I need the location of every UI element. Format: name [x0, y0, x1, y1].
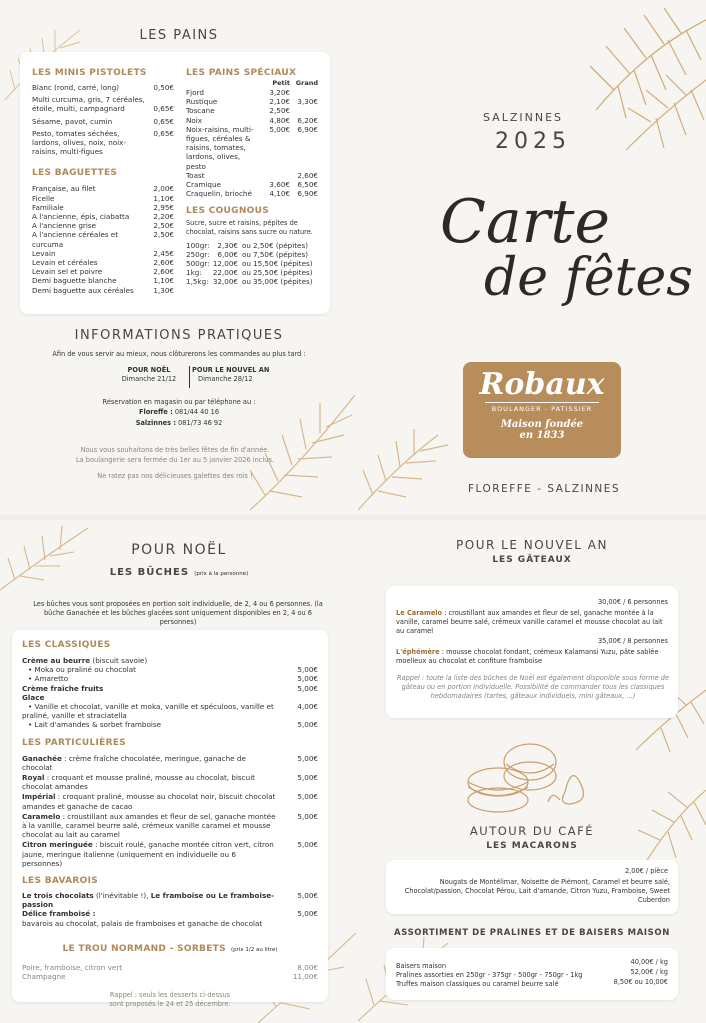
mac-desc: Nougats de Montélimar, Noisette de Piémont, Caramel et beurre salé, Chocolat/passion, Chocolat Pérou, Lait d'amande, Citron Yuzu, Framboise, Sweet Cuberdon — [404, 878, 670, 904]
pains-title: LES PAINS — [139, 28, 219, 43]
list-item — [22, 754, 318, 772]
panel-cover — [358, 0, 706, 515]
list-item — [22, 684, 318, 693]
list-item — [22, 972, 318, 981]
item-price-big: 3,30€ — [297, 97, 318, 107]
list-item — [32, 184, 174, 193]
item-name: Royal — [22, 773, 45, 783]
buches-label: LES BÛCHES — [109, 567, 190, 578]
item-name: Délice framboisé — [22, 909, 91, 919]
cougnou-price: 6,00€ — [217, 250, 238, 260]
item-name: Craquelin, brioché — [186, 189, 252, 199]
list-item — [32, 212, 174, 221]
g2-price: 35,00€ / 8 personnes — [597, 637, 668, 645]
cougnou-price: 2,30€ — [217, 241, 238, 251]
item-note: : croquant praliné, mousse au chocolat noir, biscuit chocolat amandes et ganache de cacao — [22, 792, 276, 811]
item-name: Ganachée — [22, 753, 62, 763]
cougnou-or: ou — [242, 277, 251, 287]
item-price: 5,00€ — [297, 773, 318, 783]
buches-note: (prix à la personne) — [194, 571, 249, 577]
item-name: Crème au beurre — [22, 656, 91, 665]
logo-founded: Maison fondée — [500, 419, 584, 430]
g1-price: 30,00€ / 6 personnes — [597, 598, 668, 606]
phone-floreffe — [0, 408, 358, 417]
logo-sub: BOULANGER - PATISSIER — [485, 402, 599, 413]
item-name: Demi baguette blanche — [32, 276, 117, 286]
item-price: 5,00€ — [297, 753, 318, 763]
classiques-list — [22, 656, 318, 730]
macarons-card — [386, 860, 678, 914]
list-item — [186, 259, 318, 268]
cougnous-list — [186, 241, 318, 286]
cougnou-weight: 1,5kg: — [186, 277, 209, 287]
item-name: Le trois chocolats — [22, 891, 94, 901]
item-name: Demi baguette aux céréales — [32, 285, 134, 295]
gateaux-subtitle: LES GÂTEAUX — [492, 555, 572, 565]
list-item — [32, 249, 174, 258]
list-item — [32, 83, 174, 92]
a3-name: Truffes maison classiques ou caramel beurre salé — [396, 980, 559, 988]
list-item — [32, 267, 174, 276]
item-price-small: 2,50€ — [269, 106, 290, 116]
item-price: 2,00€ — [153, 184, 174, 194]
col-small-header: Petit — [272, 79, 290, 87]
list-item — [32, 230, 174, 248]
item-name: Toast — [186, 170, 205, 180]
item-name: Noix-raisins, multi-figues, céréales & raisins, tomates, lardons, olives, pesto — [186, 124, 254, 171]
list-item — [186, 116, 318, 125]
list-item — [186, 125, 318, 171]
item-name: Pesto, tomates séchées, lardons, olives, noix, noix-raisins, multi-figues — [32, 128, 127, 157]
cover-script-carte: Carte — [440, 187, 610, 257]
salzinnes-label: Salzinnes : — [135, 419, 176, 427]
list-item — [22, 963, 318, 972]
item-price: 5,00€ — [297, 840, 318, 850]
macarons-subtitle: LES MACARONS — [486, 841, 578, 851]
a3-price: 8,50€ ou 10,00€ — [613, 978, 668, 986]
cougnou-price: 22,00€ — [212, 268, 238, 278]
pains-card — [20, 52, 330, 314]
minis-section — [32, 68, 174, 295]
list-item — [32, 203, 174, 212]
speciaux-columns — [186, 78, 318, 88]
cougnou-or: ou — [242, 250, 251, 260]
item-price: 1,30€ — [153, 285, 174, 295]
item-price-big: 6,90€ — [297, 189, 318, 199]
cougnou-weight: 500gr: — [186, 259, 210, 269]
buches-content — [22, 640, 318, 1009]
logo-name: Robaux — [479, 367, 605, 402]
trou-heading: LE TROU NORMAND - SORBETS — [62, 943, 226, 954]
item-name: Crème fraîche fruits — [22, 683, 104, 693]
list-item — [186, 250, 318, 259]
salzinnes-phone: 081/73 46 92 — [178, 419, 223, 427]
robaux-logo — [463, 362, 621, 458]
cougnou-price-pepites: 7,50€ (pépites) — [253, 250, 308, 260]
item-note: (l'inévitable !), — [93, 891, 151, 901]
gateaux-rappel: Rappel : toute la liste des bûches de Noël est également disponible sous forme de gâteau ou en portion individuelle. Possibilité de commander tous les classiques hebdomadaires (tartes, gâteaux individuels, mini gâteaux, ...) — [396, 674, 670, 700]
item-name: Familiale — [32, 202, 64, 212]
trou-heading-row — [22, 936, 318, 955]
list-item — [32, 221, 174, 230]
list-item — [32, 286, 174, 295]
list-item — [22, 792, 318, 810]
buches-intro: Les bûches vous sont proposées en portion soit individuelle, de 2, 4 ou 6 personnes. (la bûche Ganachée et les bûches glacées sont uniquement disponibles en 2, 4 ou 6 personnes) — [33, 600, 323, 626]
item-price: 2,50€ — [153, 221, 174, 231]
panel-nouvel-an — [358, 520, 706, 1023]
item-price: 5,00€ — [297, 811, 318, 821]
item-note: • Vanille et chocolat, vanille et moka, vanille et spéculoos, vanille et praliné, vanille et straciatella — [22, 702, 274, 721]
item-name: Rustique — [186, 97, 218, 107]
item-name: Impérial — [22, 792, 56, 802]
item-name: Le framboise ou Le framboise-passion — [22, 891, 275, 910]
list-item — [186, 106, 318, 115]
item-note: : biscuit roulé, ganache montée citron vert, citron jaune, meringue italienne (uniquement en individuelle ou 6 personnes) — [22, 840, 274, 868]
a2-price: 52,00€ / kg — [630, 968, 668, 976]
item-note: : croustillant aux amandes et fleur de sel, ganache montée à la vanille, caramel beurre salé, crémeux vanille caramel et mousse chocolat au lait au caramel — [22, 811, 276, 840]
cover-locations: FLOREFFE - SALZINNES — [468, 483, 621, 495]
list-item — [22, 812, 318, 840]
list-item — [186, 88, 318, 97]
a1-name: Baisers maison — [396, 962, 447, 970]
resa-text: Réservation en magasin ou par téléphone au : — [102, 398, 256, 406]
item-price-small: 5,00€ — [269, 124, 290, 134]
g1-desc — [396, 609, 670, 635]
cougnou-price-pepites: 15,50€ (pépites) — [253, 259, 313, 269]
noel-label: POUR NOËL — [127, 366, 171, 374]
galettes-text: Ne ratez pas nos délicieuses galettes des rois ! — [97, 472, 253, 480]
item-name: Sésame, pavot, cumin — [32, 116, 113, 126]
list-item — [32, 276, 174, 285]
item-price-big: 6,50€ — [297, 180, 318, 190]
item-price-small: 2,10€ — [269, 97, 290, 107]
macarons-illustration — [450, 732, 600, 817]
list-item — [22, 674, 318, 683]
item-name: Levain et céréales — [32, 258, 98, 268]
mac-price: 2,00€ / pièce — [624, 867, 668, 875]
item-price: 2,20€ — [153, 212, 174, 222]
cougnous-heading: LES COUGNOUS — [186, 206, 270, 217]
item-price: 4,00€ — [297, 702, 318, 712]
cougnou-weight: 1kg: — [186, 268, 202, 278]
buches-subtitle — [0, 560, 358, 579]
list-item — [32, 117, 174, 126]
item-name: Cramique — [186, 180, 221, 190]
item-price-small: 3,60€ — [269, 180, 290, 190]
item-price: 0,65€ — [153, 104, 174, 114]
item-note: • Lait d'amandes & sorbet framboise — [28, 720, 162, 730]
list-item — [32, 258, 174, 267]
g2-name: L'éphémère — [396, 648, 440, 656]
item-price: 2,60€ — [153, 258, 174, 268]
item-price: 2,95€ — [153, 202, 174, 212]
list-item — [22, 702, 318, 720]
item-name: Blanc (rond, carré, long) — [32, 83, 120, 92]
divider — [189, 366, 190, 388]
item-name: Champagne — [22, 972, 66, 982]
list-item — [186, 97, 318, 106]
item-price: 2,60€ — [153, 267, 174, 277]
list-item — [22, 656, 318, 665]
item-price-small: 3,20€ — [269, 88, 290, 97]
particulieres-list — [22, 754, 318, 868]
cover-year: 2025 — [495, 129, 571, 154]
item-name: Fjord — [186, 88, 204, 97]
item-name: Glace — [22, 692, 45, 702]
list-item — [32, 95, 174, 113]
item-name: Multi curcuma, gris, 7 céréales, étoile, multi, campagnard — [32, 95, 145, 114]
list-item — [186, 241, 318, 250]
nouvel-date: Dimanche 28/12 — [198, 375, 253, 383]
cougnou-price: 32,00€ — [212, 277, 238, 287]
item-name: Levain — [32, 248, 56, 258]
item-price-small: 4,10€ — [269, 189, 290, 199]
g2-text: : mousse chocolat fondant, crémeux Kalamansi Yuzu, pâte sablée moelleux au chocolat et confiture framboise — [396, 648, 659, 665]
baguettes-heading: LES BAGUETTES — [32, 168, 118, 179]
cougnou-weight: 250gr: — [186, 250, 210, 260]
closed-text: La boulangerie sera fermée du 1er au 5 janvier 2026 inclus. — [76, 456, 274, 464]
list-item — [186, 180, 318, 189]
item-price: 2,45€ — [153, 248, 174, 258]
item-price: 1,10€ — [153, 193, 174, 203]
speciaux-heading: LES PAINS SPÉCIAUX — [186, 68, 297, 78]
bavarois-heading: LES BAVAROIS — [22, 876, 99, 887]
item-price: 5,00€ — [297, 720, 318, 730]
item-price: 5,00€ — [297, 792, 318, 802]
item-name: A l'ancienne céréales et curcuma — [32, 230, 119, 249]
item-price: 5,00€ — [297, 891, 318, 901]
assort-card — [386, 948, 678, 1000]
noel-date: Dimanche 21/12 — [121, 375, 177, 383]
item-note: : — [90, 909, 96, 919]
item-name: Levain sel et poivre — [32, 267, 103, 277]
cougnou-or: ou — [242, 268, 251, 278]
cougnou-price-pepites: 25,50€ (pépites) — [253, 268, 313, 278]
floreffe-label: Floreffe : — [138, 408, 173, 416]
item-name: A l'ancienne grise — [32, 221, 97, 231]
item-price: 5,00€ — [297, 683, 318, 693]
item-price: 0,65€ — [153, 116, 174, 126]
nouvel-an-title: POUR LE NOUVEL AN — [456, 538, 608, 552]
list-item — [22, 891, 318, 909]
list-item — [186, 189, 318, 198]
classiques-heading: LES CLASSIQUES — [22, 640, 111, 650]
item-note: • Moka ou praliné ou chocolat — [28, 665, 136, 675]
cougnou-weight: 100gr: — [186, 241, 210, 251]
item-name: Noix — [186, 115, 203, 125]
item-name: Citron meringuée — [22, 840, 93, 850]
item-name: A l'ancienne, épis, ciabatta — [32, 212, 130, 222]
phone-salzinnes — [0, 419, 358, 428]
list-item — [186, 277, 318, 286]
item-name: Poire, framboise, citron vert — [22, 962, 123, 972]
list-item — [22, 840, 318, 868]
speciaux-list — [186, 88, 318, 198]
list-item — [186, 268, 318, 277]
item-note: • Amaretto — [28, 674, 69, 684]
cougnou-price: 12,00€ — [212, 259, 238, 269]
item-price-big: 6,90€ — [297, 124, 318, 134]
speciaux-section — [186, 68, 318, 286]
item-price: 8,00€ — [297, 962, 318, 972]
cougnou-price-pepites: 35,00€ (pépites) — [253, 277, 313, 287]
particulieres-heading: LES PARTICULIÈRES — [22, 737, 127, 748]
info-title: INFORMATIONS PRATIQUES — [74, 328, 284, 343]
item-price-big: 6,20€ — [297, 115, 318, 125]
item-price-small: 4,80€ — [269, 115, 290, 125]
list-item — [22, 693, 318, 702]
item-price: 2,50€ — [153, 230, 174, 240]
list-item — [22, 773, 318, 791]
a2-name: Pralines assorties en 250gr - 375gr - 500gr - 750gr - 1kg — [396, 971, 583, 979]
minis-heading: LES MINIS PISTOLETS — [32, 68, 147, 78]
bavarois-desc: bavarois au chocolat, palais de framboises et ganache de chocolat — [22, 918, 263, 928]
item-name: Toscane — [186, 106, 215, 116]
cougnou-or: ou — [242, 259, 251, 269]
col-big-header: Grand — [295, 79, 318, 87]
cougnou-price-pepites: 2,50€ (pépites) — [253, 241, 308, 251]
noel-title: POUR NOËL — [131, 542, 227, 558]
info-intro: Afin de vous servir au mieux, nous clôturerons les commandes au plus tard : — [52, 350, 306, 358]
item-note: : crème fraîche chocolatée, meringue, ganache de chocolat — [22, 753, 246, 772]
palm-leaf-decoration — [556, 0, 706, 150]
item-price: 5,00€ — [297, 665, 318, 675]
cafe-title: AUTOUR DU CAFÉ — [469, 824, 595, 838]
gateaux-card — [386, 586, 678, 718]
trou-note: (prix 1/2 au litre) — [230, 946, 278, 953]
list-item — [186, 171, 318, 180]
palm-leaf-decoration — [358, 385, 478, 515]
g1-name: Le Caramelo — [396, 609, 443, 617]
list-item — [32, 194, 174, 203]
rappel-line1: Rappel : seuls les desserts ci-dessus — [109, 991, 231, 1000]
nouvel-label: POUR LE NOUVEL AN — [192, 366, 270, 374]
closing-dates — [110, 366, 270, 390]
baguettes-list — [32, 184, 174, 294]
g2-desc — [396, 648, 670, 666]
item-note: : croquant et mousse praliné, mousse au chocolat, biscuit chocolat amandes — [22, 773, 256, 792]
wish-text: Nous vous souhaitons de très belles fêtes de fin d'année. — [80, 446, 270, 454]
item-note: (biscuit savoie) — [90, 656, 148, 665]
list-item — [22, 909, 318, 918]
list-item — [22, 665, 318, 674]
cougnou-or: ou — [242, 241, 251, 251]
cover-city: SALZINNES — [483, 111, 564, 124]
logo-year: en 1833 — [519, 430, 565, 441]
assort-title: ASSORTIMENT DE PRALINES ET DE BAISERS MAISON — [394, 928, 670, 938]
panel-noel — [0, 520, 358, 1023]
cougnous-desc: Sucre, sucre et raisins, pépites de chocolat, raisins sans sucre ou nature. — [186, 219, 313, 237]
item-price: 5,00€ — [297, 674, 318, 684]
item-price: 0,50€ — [153, 83, 174, 92]
list-item — [32, 129, 174, 157]
rappel-line2: sont proposés le 24 et 25 décembre. — [109, 1000, 231, 1009]
item-name: Caramelo — [22, 811, 61, 821]
item-price-big: 2,60€ — [297, 170, 318, 180]
list-item — [22, 720, 318, 729]
cover-script-fetes: de fêtes — [484, 248, 693, 308]
item-name: Ficelle — [32, 193, 55, 203]
item-price: 11,00€ — [292, 972, 318, 982]
item-price: 1,10€ — [153, 276, 174, 286]
panel-pains — [0, 0, 358, 515]
a1-price: 40,00€ / kg — [630, 958, 668, 966]
item-price: 0,65€ — [153, 128, 174, 138]
floreffe-phone: 081/44 40 16 — [174, 408, 220, 416]
item-name: Française, au filet — [32, 184, 96, 194]
item-price: 5,00€ — [297, 909, 318, 919]
g1-text: : croustillant aux amandes et fleur de sel, ganache montée à la vanille, caramel beurre salé, crémeux vanille caramel et mousse chocolat au lait au caramel — [396, 609, 663, 635]
buches-card — [12, 630, 328, 1009]
